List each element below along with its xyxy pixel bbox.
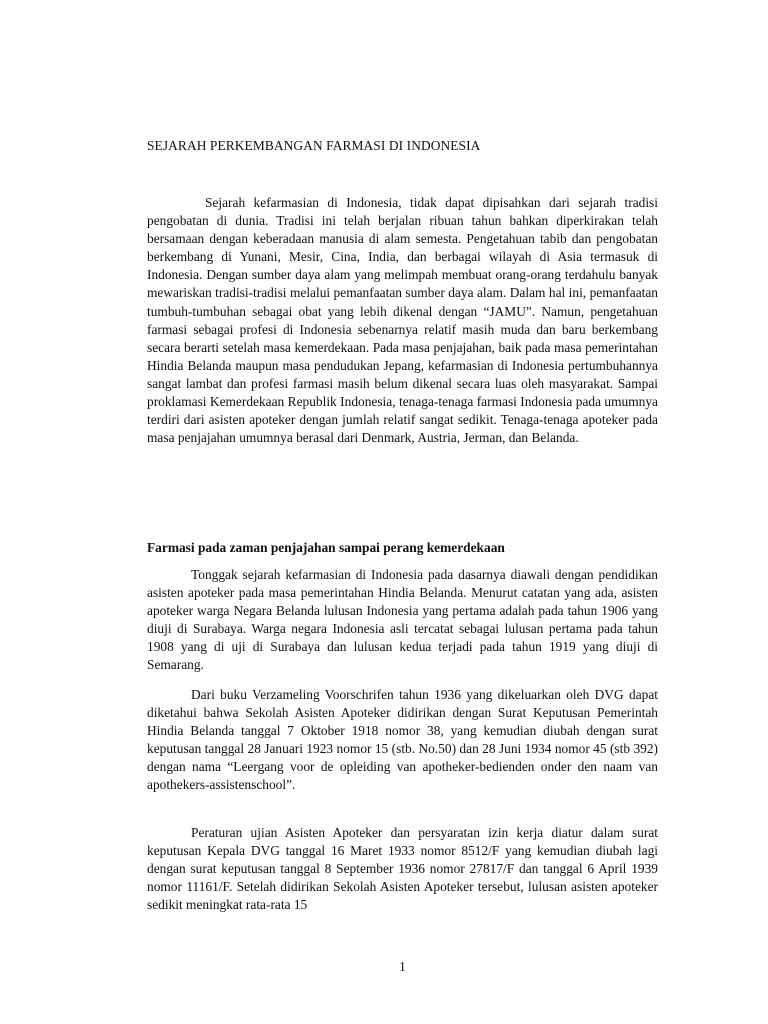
document-title: SEJARAH PERKEMBANGAN FARMASI DI INDONESIA xyxy=(147,138,481,153)
section-heading: Farmasi pada zaman penjajahan sampai perang kemerdekaan xyxy=(147,540,505,555)
paragraph-pendidikan: Tonggak sejarah kefarmasian di Indonesia pada dasarnya diawali dengan pendidikan asisten apoteker pada masa pemerintahan Hindia Belanda. Menurut catatan yang ada, asisten apoteker warga Negara Belanda lulusan Indonesia yang pertama adalah pada tahun 1906 yang diuji di Surabaya. Warga negara Indonesia asli tercatat sebagai lulusan pertama pada tahun 1908 yang di uji di Surabaya dan lulusan kedua terjadi pada tahun 1919 yang diuji di Semarang. xyxy=(147,567,658,673)
page-number: 1 xyxy=(399,959,406,974)
paragraph-verzameling: Dari buku Verzameling Voorschrifen tahun 1936 yang dikeluarkan oleh DVG dapat diketahui bahwa Sekolah Asisten Apoteker didirikan dengan Surat Keputusan Pemerintah Hindia Belanda tanggal 7 Oktober 1918 nomor 38, yang kemudian diubah dengan surat keputusan tanggal 28 Januari 1923 nomor 15 (stb. No.50) dan 28 Juni 1934 nomor 45 (stb 392) dengan nama “Leergang voor de opleiding van apotheker-bedienden onder den naam van apothekers-assistenschool”. xyxy=(147,687,658,793)
document-page xyxy=(147,0,658,1024)
paragraph-peraturan: Peraturan ujian Asisten Apoteker dan persyaratan izin kerja diatur dalam surat keputusan Kepala DVG tanggal 16 Maret 1933 nomor 8512/F yang kemudian diubah lagi dengan surat keputusan tanggal 8 September 1936 nomor 27817/F dan tanggal 6 April 1939 nomor 11161/F. Setelah didirikan Sekolah Asisten Apoteker tersebut, lulusan asisten apoteker sedikit meningkat rata-rata 15 xyxy=(147,825,658,913)
paragraph-intro: Sejarah kefarmasian di Indonesia, tidak dapat dipisahkan dari sejarah tradisi pengobatan di dunia. Tradisi ini telah berjalan ribuan tahun bahkan diperkirakan telah bersamaan dengan keberadaan manusia di alam semesta. Pengetahuan tabib dan pengobatan berkembang di Yunani, Mesir, Cina, India, dan berbagai wilayah di Asia termasuk di Indonesia. Dengan sumber daya alam yang melimpah membuat orang-orang terdahulu banyak mewariskan tradisi-tradisi melalui pemanfaatan sumber daya alam. Dalam hal ini, pemanfaatan tumbuh-tumbuhan sebagai obat yang lebih dikenal dengan “JAMU”. Namun, pengetahuan farmasi sebagai profesi di Indonesia sebenarnya relatif masih muda dan baru berkembang secara berarti setelah masa kemerdekaan. Pada masa penjajahan, baik pada masa pemerintahan Hindia Belanda maupun masa pendudukan Jepang, kefarmasian di Indonesia pertumbuhannya sangat lambat dan profesi farmasi masih belum dikenal secara luas oleh masyarakat. Sampai proklamasi Kemerdekaan Republik Indonesia, tenaga-tenaga farmasi Indonesia pada umumnya terdiri dari asisten apoteker dengan jumlah relatif sangat sedikit. Tenaga-tenaga apoteker pada masa penjajahan umumnya berasal dari Denmark, Austria, Jerman, dan Belanda. xyxy=(147,195,658,446)
